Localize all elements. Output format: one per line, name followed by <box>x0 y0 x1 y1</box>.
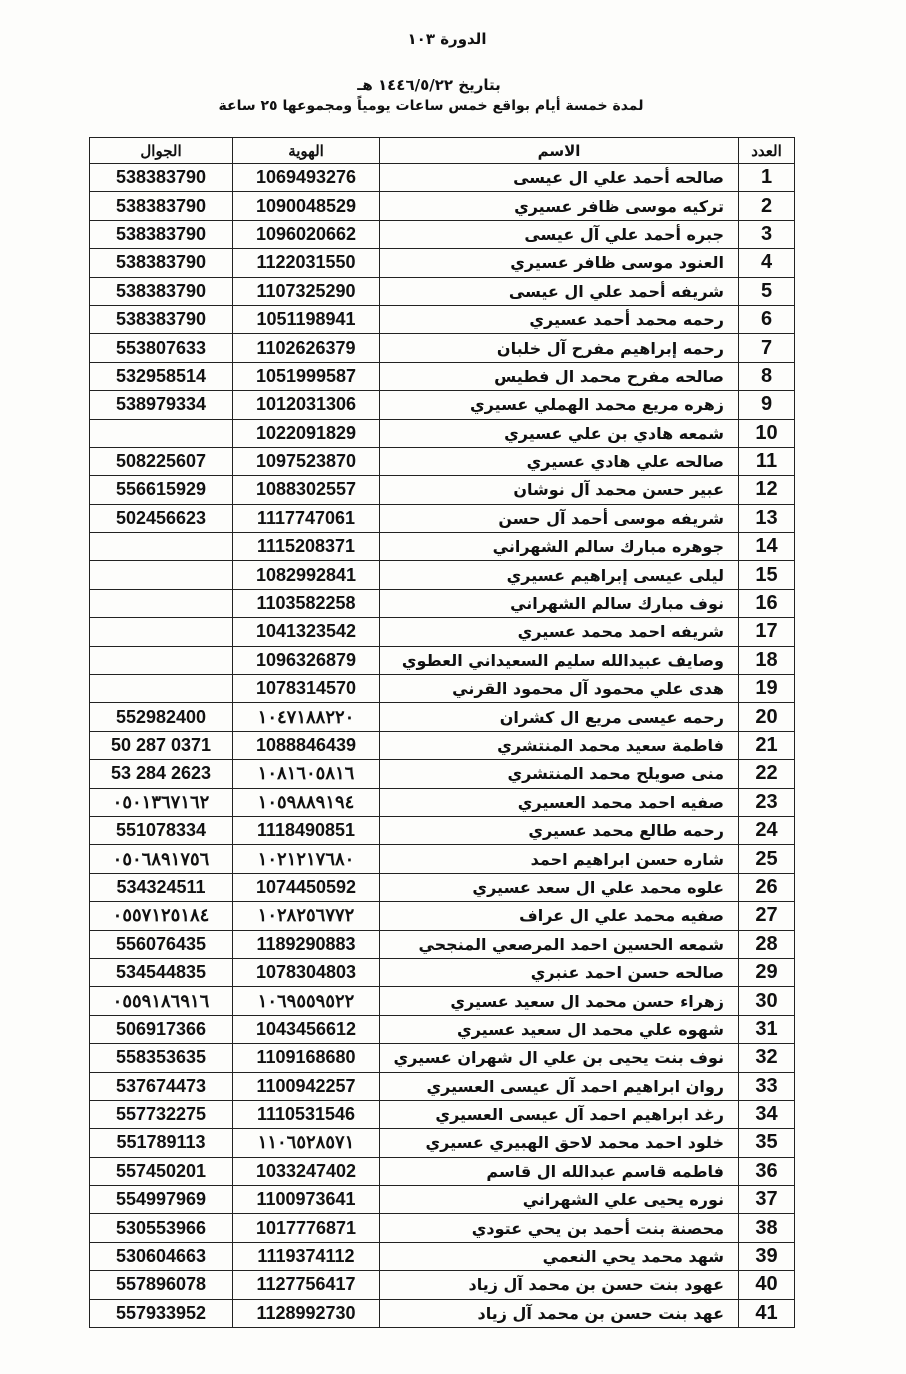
row-number-cell: 35 <box>739 1129 795 1157</box>
phone-cell: 551078334 <box>90 816 233 844</box>
id-cell: 1097523870 <box>233 447 380 475</box>
row-number-cell: 24 <box>739 816 795 844</box>
phone-cell <box>90 533 233 561</box>
id-cell: 1088846439 <box>233 731 380 759</box>
id-cell: ١٠٨١٦٠٥٨١٦ <box>233 760 380 788</box>
phone-cell: 506917366 <box>90 1015 233 1043</box>
table-row <box>90 1214 795 1242</box>
table-row <box>90 987 795 1015</box>
column-header-phone: الجوال <box>90 138 233 164</box>
name-cell: زهره مريع محمد الهملي عسيري <box>380 391 739 419</box>
phone-cell: 538383790 <box>90 220 233 248</box>
row-number-cell: 34 <box>739 1100 795 1128</box>
name-cell: عبير حسن محمد آل نوشان <box>380 476 739 504</box>
id-cell: ١١٠٦٥٢٨٥٧١ <box>233 1129 380 1157</box>
name-cell: جوهره مبارك سالم الشهراني <box>380 533 739 561</box>
row-number-cell: 6 <box>739 305 795 333</box>
phone-cell: 534324511 <box>90 873 233 901</box>
id-cell: 1117747061 <box>233 504 380 532</box>
phone-cell <box>90 589 233 617</box>
phone-cell: 532958514 <box>90 362 233 390</box>
name-cell: هدى علي محمود آل محمود القرني <box>380 675 739 703</box>
name-cell: روان ابراهيم احمد آل عيسى العسيري <box>380 1072 739 1100</box>
name-cell: نوره يحيى علي الشهراني <box>380 1186 739 1214</box>
id-cell: 1017776871 <box>233 1214 380 1242</box>
id-cell: ١٠٢٨٢٥٦٧٧٢ <box>233 902 380 930</box>
participants-table <box>89 137 795 1328</box>
table-header-row <box>90 138 795 164</box>
phone-cell: 556615929 <box>90 476 233 504</box>
row-number-cell: 21 <box>739 731 795 759</box>
row-number-cell: 31 <box>739 1015 795 1043</box>
table-row <box>90 1157 795 1185</box>
name-cell: عهود بنت حسن بن محمد آل زياد <box>380 1271 739 1299</box>
name-cell: صفيه محمد علي ال عراف <box>380 902 739 930</box>
name-cell: عهد بنت حسن بن محمد آل زياد <box>380 1299 739 1327</box>
name-cell: شمعه هادي بن علي عسيري <box>380 419 739 447</box>
phone-cell: 556076435 <box>90 930 233 958</box>
id-cell: 1051198941 <box>233 305 380 333</box>
name-cell: وصايف عبيدالله سليم السعيداني العطوي <box>380 646 739 674</box>
name-cell: شريفه احمد محمد عسيري <box>380 618 739 646</box>
row-number-cell: 27 <box>739 902 795 930</box>
row-number-cell: 1 <box>739 164 795 192</box>
column-header-num: العدد <box>739 138 795 164</box>
table-row <box>90 476 795 504</box>
phone-cell: 530553966 <box>90 1214 233 1242</box>
table-row <box>90 930 795 958</box>
row-number-cell: 11 <box>739 447 795 475</box>
session-title: الدورة ١٠٣ <box>407 30 487 48</box>
name-cell: صفيه احمد محمد العسيري <box>380 788 739 816</box>
id-cell: 1100942257 <box>233 1072 380 1100</box>
row-number-cell: 3 <box>739 220 795 248</box>
id-cell: 1102626379 <box>233 334 380 362</box>
name-cell: شمعه الحسين احمد المرصعي المنجحي <box>380 930 739 958</box>
row-number-cell: 36 <box>739 1157 795 1185</box>
id-cell: ١٠٥٩٨٨٩١٩٤ <box>233 788 380 816</box>
table-row <box>90 1015 795 1043</box>
id-cell: 1074450592 <box>233 873 380 901</box>
name-cell: علوه محمد علي ال سعد عسيري <box>380 873 739 901</box>
name-cell: شريفه أحمد علي ال عيسى <box>380 277 739 305</box>
phone-cell: 530604663 <box>90 1242 233 1270</box>
id-cell: 1033247402 <box>233 1157 380 1185</box>
id-cell: 1189290883 <box>233 930 380 958</box>
phone-cell: 557450201 <box>90 1157 233 1185</box>
phone-cell: 538383790 <box>90 277 233 305</box>
id-cell: 1118490851 <box>233 816 380 844</box>
id-cell: 1041323542 <box>233 618 380 646</box>
phone-cell: ٠٥٠٦٨٩١٧٥٦ <box>90 845 233 873</box>
id-cell: 1069493276 <box>233 164 380 192</box>
id-cell: 1043456612 <box>233 1015 380 1043</box>
table-row <box>90 589 795 617</box>
table-body <box>90 164 795 1328</box>
table-row <box>90 561 795 589</box>
name-cell: ليلى عيسى إبراهيم عسيري <box>380 561 739 589</box>
table-row <box>90 220 795 248</box>
row-number-cell: 8 <box>739 362 795 390</box>
table-row <box>90 249 795 277</box>
table-row <box>90 277 795 305</box>
name-cell: محصنة بنت أحمد بن يحي عتودي <box>380 1214 739 1242</box>
duration-line: لمدة خمسة أيام بواقع خمس ساعات يومياً ومجموعها ٢٥ ساعة <box>218 98 644 114</box>
row-number-cell: 20 <box>739 703 795 731</box>
row-number-cell: 29 <box>739 958 795 986</box>
phone-cell: ٠٥٥٩١٨٦٩١٦ <box>90 987 233 1015</box>
phone-cell: 553807633 <box>90 334 233 362</box>
table-row <box>90 504 795 532</box>
row-number-cell: 4 <box>739 249 795 277</box>
phone-cell: 538383790 <box>90 249 233 277</box>
phone-cell: 538383790 <box>90 164 233 192</box>
phone-cell: 554997969 <box>90 1186 233 1214</box>
id-cell: ١٠٦٩٥٥٩٥٢٢ <box>233 987 380 1015</box>
id-cell: 1109168680 <box>233 1044 380 1072</box>
row-number-cell: 17 <box>739 618 795 646</box>
column-header-id: الهوية <box>233 138 380 164</box>
row-number-cell: 19 <box>739 675 795 703</box>
table-row <box>90 675 795 703</box>
row-number-cell: 2 <box>739 192 795 220</box>
name-cell: صالحه مفرح محمد ال فطيس <box>380 362 739 390</box>
name-cell: جبره أحمد علي آل عيسى <box>380 220 739 248</box>
column-header-name: الاسم <box>380 138 739 164</box>
id-cell: 1022091829 <box>233 419 380 447</box>
table-row <box>90 958 795 986</box>
name-cell: رحمه إبراهيم مفرح آل خلبان <box>380 334 739 362</box>
id-cell: 1082992841 <box>233 561 380 589</box>
table-row <box>90 305 795 333</box>
id-cell: 1100973641 <box>233 1186 380 1214</box>
row-number-cell: 23 <box>739 788 795 816</box>
table-row <box>90 192 795 220</box>
row-number-cell: 25 <box>739 845 795 873</box>
row-number-cell: 33 <box>739 1072 795 1100</box>
table-row <box>90 816 795 844</box>
table-row <box>90 646 795 674</box>
id-cell: 1119374112 <box>233 1242 380 1270</box>
id-cell: 1090048529 <box>233 192 380 220</box>
row-number-cell: 40 <box>739 1271 795 1299</box>
row-number-cell: 16 <box>739 589 795 617</box>
table-row <box>90 447 795 475</box>
phone-cell <box>90 419 233 447</box>
table-row <box>90 1242 795 1270</box>
id-cell: 1088302557 <box>233 476 380 504</box>
name-cell: رحمه عيسى مريع ال كشران <box>380 703 739 731</box>
phone-cell: 508225607 <box>90 447 233 475</box>
row-number-cell: 13 <box>739 504 795 532</box>
phone-cell: ٠٥٠١٣٦٧١٦٢ <box>90 788 233 816</box>
row-number-cell: 9 <box>739 391 795 419</box>
table-row <box>90 760 795 788</box>
row-number-cell: 41 <box>739 1299 795 1327</box>
id-cell: 1128992730 <box>233 1299 380 1327</box>
phone-cell: 534544835 <box>90 958 233 986</box>
table-row <box>90 1299 795 1327</box>
name-cell: زهراء حسن محمد ال سعيد عسيري <box>380 987 739 1015</box>
row-number-cell: 14 <box>739 533 795 561</box>
row-number-cell: 12 <box>739 476 795 504</box>
phone-cell: 537674473 <box>90 1072 233 1100</box>
date-line: بتاريخ ١٤٤٦/٥/٢٢ هـ <box>357 76 501 94</box>
row-number-cell: 38 <box>739 1214 795 1242</box>
table-row <box>90 164 795 192</box>
id-cell: ١٠٤٧١٨٨٢٢٠ <box>233 703 380 731</box>
table-row <box>90 391 795 419</box>
id-cell: 1103582258 <box>233 589 380 617</box>
name-cell: صالحه علي هادي عسيري <box>380 447 739 475</box>
id-cell: 1096020662 <box>233 220 380 248</box>
name-cell: رغد ابراهيم احمد آل عيسى العسيري <box>380 1100 739 1128</box>
phone-cell: ٠٥٥٧١٢٥١٨٤ <box>90 902 233 930</box>
table-row <box>90 1072 795 1100</box>
row-number-cell: 22 <box>739 760 795 788</box>
row-number-cell: 28 <box>739 930 795 958</box>
id-cell: ١٠٢١٢١٧٦٨٠ <box>233 845 380 873</box>
id-cell: 1110531546 <box>233 1100 380 1128</box>
table-row <box>90 419 795 447</box>
phone-cell: 557896078 <box>90 1271 233 1299</box>
row-number-cell: 30 <box>739 987 795 1015</box>
name-cell: نوف مبارك سالم الشهراني <box>380 589 739 617</box>
id-cell: 1115208371 <box>233 533 380 561</box>
row-number-cell: 5 <box>739 277 795 305</box>
id-cell: 1107325290 <box>233 277 380 305</box>
row-number-cell: 39 <box>739 1242 795 1270</box>
table-row <box>90 618 795 646</box>
name-cell: صالحه أحمد علي ال عيسى <box>380 164 739 192</box>
table-row <box>90 362 795 390</box>
phone-cell: 50 287 0371 <box>90 731 233 759</box>
table-row <box>90 788 795 816</box>
id-cell: 1078314570 <box>233 675 380 703</box>
row-number-cell: 18 <box>739 646 795 674</box>
phone-cell <box>90 646 233 674</box>
name-cell: شهوه علي محمد ال سعيد عسيري <box>380 1015 739 1043</box>
name-cell: العنود موسى ظافر عسيري <box>380 249 739 277</box>
row-number-cell: 32 <box>739 1044 795 1072</box>
phone-cell: 53 284 2623 <box>90 760 233 788</box>
name-cell: صالحه حسن احمد عنبري <box>380 958 739 986</box>
table-row <box>90 1100 795 1128</box>
name-cell: شريفه موسى أحمد آل حسن <box>380 504 739 532</box>
phone-cell: 551789113 <box>90 1129 233 1157</box>
name-cell: فاطمه قاسم عبدالله ال قاسم <box>380 1157 739 1185</box>
phone-cell: 557732275 <box>90 1100 233 1128</box>
table-row <box>90 845 795 873</box>
phone-cell: 538383790 <box>90 192 233 220</box>
name-cell: خلود احمد محمد لاحق الهبيري عسيري <box>380 1129 739 1157</box>
phone-cell <box>90 618 233 646</box>
row-number-cell: 37 <box>739 1186 795 1214</box>
table-row <box>90 1044 795 1072</box>
table-row <box>90 334 795 362</box>
table-row <box>90 533 795 561</box>
row-number-cell: 10 <box>739 419 795 447</box>
name-cell: فاطمة سعيد محمد المنتشري <box>380 731 739 759</box>
name-cell: تركيه موسى ظافر عسيري <box>380 192 739 220</box>
phone-cell <box>90 561 233 589</box>
row-number-cell: 26 <box>739 873 795 901</box>
id-cell: 1078304803 <box>233 958 380 986</box>
phone-cell: 552982400 <box>90 703 233 731</box>
phone-cell: 538383790 <box>90 305 233 333</box>
phone-cell: 538979334 <box>90 391 233 419</box>
table-row <box>90 1129 795 1157</box>
table-row <box>90 703 795 731</box>
id-cell: 1051999587 <box>233 362 380 390</box>
phone-cell <box>90 675 233 703</box>
name-cell: شاره حسن ابراهيم احمد <box>380 845 739 873</box>
phone-cell: 557933952 <box>90 1299 233 1327</box>
id-cell: 1012031306 <box>233 391 380 419</box>
table-row <box>90 902 795 930</box>
name-cell: رحمه محمد أحمد عسيري <box>380 305 739 333</box>
name-cell: منى صويلح محمد المنتشري <box>380 760 739 788</box>
table-row <box>90 1271 795 1299</box>
id-cell: 1096326879 <box>233 646 380 674</box>
name-cell: شهد محمد يحي النعمي <box>380 1242 739 1270</box>
row-number-cell: 15 <box>739 561 795 589</box>
name-cell: رحمه طالع محمد عسيري <box>380 816 739 844</box>
row-number-cell: 7 <box>739 334 795 362</box>
phone-cell: 558353635 <box>90 1044 233 1072</box>
id-cell: 1122031550 <box>233 249 380 277</box>
id-cell: 1127756417 <box>233 1271 380 1299</box>
table-row <box>90 873 795 901</box>
table-row <box>90 731 795 759</box>
phone-cell: 502456623 <box>90 504 233 532</box>
name-cell: نوف بنت يحيى بن علي ال شهران عسيري <box>380 1044 739 1072</box>
table-row <box>90 1186 795 1214</box>
